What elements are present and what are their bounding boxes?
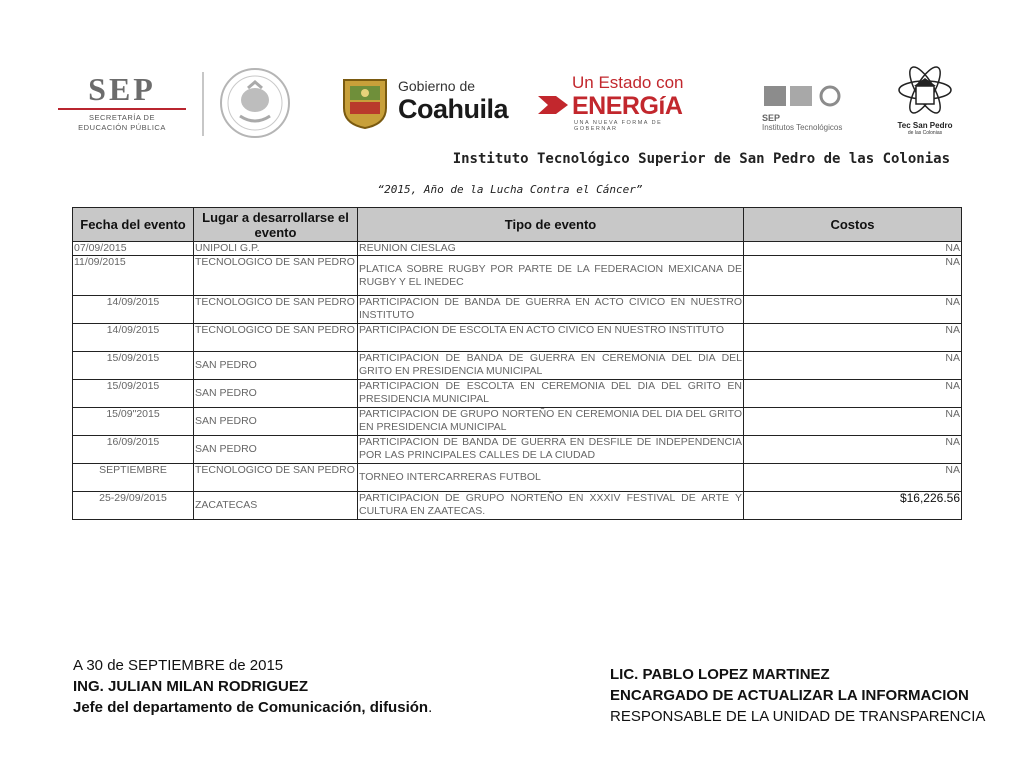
mexico-seal-icon	[218, 66, 292, 140]
cell-cost: NA	[744, 380, 962, 408]
cell-type: PARTICIPACION DE BANDA DE GUERRA EN ACTO CIVICO EN NUESTRO INSTITUTO	[358, 296, 744, 324]
table-row	[73, 242, 962, 256]
cell-place: SAN PEDRO	[194, 436, 358, 464]
cell-type: PARTICIPACION DE BANDA DE GUERRA EN DESFILE DE INDEPENDENCIA POR LAS PRINCIPALES CALLES DE LA CIUDAD	[358, 436, 744, 464]
table-row	[73, 296, 962, 324]
report-date: A 30 de SEPTIEMBRE de 2015	[73, 657, 284, 674]
logo-banner	[50, 60, 960, 150]
cell-cost: NA	[744, 296, 962, 324]
cell-type: PARTICIPACION DE BANDA DE GUERRA EN CEREMONIA DEL DIA DEL GRITO EN PRESIDENCIA MUNICIPAL	[358, 352, 744, 380]
energia-star-icon	[536, 90, 570, 120]
cell-place: UNIPOLI G.P.	[194, 242, 358, 256]
energia-logo-big: ENERGíA	[572, 92, 683, 120]
cell-place: TECNOLOGICO DE SAN PEDRO	[194, 296, 358, 324]
cell-type: PLATICA SOBRE RUGBY POR PARTE DE LA FEDERACION MEXICANA DE RUGBY Y EL INEDEC	[358, 256, 744, 296]
cell-cost: NA	[744, 352, 962, 380]
cell-date: 14/09/2015	[73, 324, 194, 352]
cell-date: 14/09/2015	[73, 296, 194, 324]
cell-date: 15/09/2015	[73, 380, 194, 408]
tec-logo-main: Tec San Pedro	[897, 121, 953, 130]
table-row	[73, 256, 962, 296]
cell-date: 07/09/2015	[73, 242, 194, 256]
cell-cost: NA	[744, 324, 962, 352]
energia-logo	[534, 74, 704, 132]
cell-date: 16/09/2015	[73, 436, 194, 464]
sep-tec-logo-main: SEP	[762, 113, 781, 123]
cell-date: 11/09/2015	[73, 256, 194, 296]
table-row	[73, 380, 962, 408]
cell-cost: NA	[744, 436, 962, 464]
coahuila-coat-icon	[340, 76, 390, 130]
signer-left-role: Jefe del departamento de Comunicación, difusión	[73, 699, 429, 716]
cell-date: 25-29/09/2015	[73, 492, 194, 520]
coahuila-logo-big: Coahuila	[398, 94, 509, 124]
motto: “2015, Año de la Lucha Contra el Cáncer”	[377, 183, 643, 196]
cell-cost: $16,226.56	[744, 492, 962, 520]
tec-atom-icon	[896, 66, 954, 116]
cell-cost: NA	[744, 408, 962, 436]
cell-place: SAN PEDRO	[194, 352, 358, 380]
cell-date: 15/09/2015	[73, 352, 194, 380]
events-table	[72, 207, 962, 520]
sep-tec-logo-sub: Institutos Tecnológicos	[762, 123, 843, 132]
cell-place: SAN PEDRO	[194, 408, 358, 436]
logo-divider	[202, 72, 204, 136]
cell-cost: NA	[744, 256, 962, 296]
signature-right	[610, 664, 985, 727]
cell-type: REUNION CIESLAG	[358, 242, 744, 256]
cell-date: SEPTIEMBRE	[73, 464, 194, 492]
energia-logo-tagline: UNA NUEVA FORMA DE GOBERNAR	[574, 120, 663, 132]
header-cost: Costos	[744, 208, 962, 242]
cell-cost: NA	[744, 242, 962, 256]
signer-right-role2: RESPONSABLE DE LA UNIDAD DE TRANSPARENCIA	[610, 708, 986, 725]
sep-logo-line1: SECRETARÍA DE	[89, 113, 155, 122]
tec-logo-sub: de las Colonias	[907, 130, 943, 136]
sep-tec-emblem-icon	[762, 82, 846, 108]
coahuila-logo-small: Gobierno de	[398, 78, 476, 94]
table-row	[73, 352, 962, 380]
header-date: Fecha del evento	[73, 208, 194, 242]
table-row	[73, 464, 962, 492]
table-row	[73, 408, 962, 436]
cell-place: TECNOLOGICO DE SAN PEDRO	[194, 324, 358, 352]
header-place: Lugar a desarrollarse el evento	[194, 208, 358, 242]
sep-logo-main: SEP	[88, 71, 156, 107]
cell-type: TORNEO INTERCARRERAS FUTBOL	[358, 464, 744, 492]
cell-place: TECNOLOGICO DE SAN PEDRO	[194, 256, 358, 296]
table-row	[73, 492, 962, 520]
sep-logo-line2: EDUCACIÓN PÚBLICA	[78, 123, 166, 132]
sep-tec-logo	[762, 82, 852, 132]
table-header-row	[73, 208, 962, 242]
sep-logo	[58, 72, 186, 142]
cell-cost: NA	[744, 464, 962, 492]
signer-left-period: .	[428, 699, 433, 716]
cell-type: PARTICIPACION DE ESCOLTA EN ACTO CIVICO EN NUESTRO INSTITUTO	[358, 324, 744, 352]
table-row	[73, 436, 962, 464]
sep-logo-bar	[58, 108, 186, 110]
tec-san-pedro-logo	[896, 66, 954, 136]
signer-right-role1: ENCARGADO DE ACTUALIZAR LA INFORMACION	[610, 687, 969, 704]
cell-type: PARTICIPACION DE ESCOLTA EN CEREMONIA DEL DIA DEL GRITO EN PRESIDENCIA MUNICIPAL	[358, 380, 744, 408]
signer-left-role-line	[73, 697, 432, 718]
cell-place: ZACATECAS	[194, 492, 358, 520]
signer-right-name: LIC. PABLO LOPEZ MARTINEZ	[610, 666, 830, 683]
header-type: Tipo de evento	[358, 208, 744, 242]
signer-left-name: ING. JULIAN MILAN RODRIGUEZ	[73, 678, 308, 695]
cell-place: TECNOLOGICO DE SAN PEDRO	[194, 464, 358, 492]
cell-type: PARTICIPACION DE GRUPO NORTEÑO EN CEREMONIA DEL DIA DEL GRITO EN PRESIDENCIA MUNICIPAL	[358, 408, 744, 436]
table-row	[73, 324, 962, 352]
cell-place: SAN PEDRO	[194, 380, 358, 408]
energia-logo-small: Un Estado con	[572, 73, 684, 92]
institute-title: Instituto Tecnológico Superior de San Pedro de las Colonias	[452, 151, 950, 167]
cell-type: PARTICIPACION DE GRUPO NORTEÑO EN XXXIV FESTIVAL DE ARTE Y CULTURA EN ZAATECAS.	[358, 492, 744, 520]
signature-left	[73, 655, 432, 718]
cell-date: 15/09"2015	[73, 408, 194, 436]
